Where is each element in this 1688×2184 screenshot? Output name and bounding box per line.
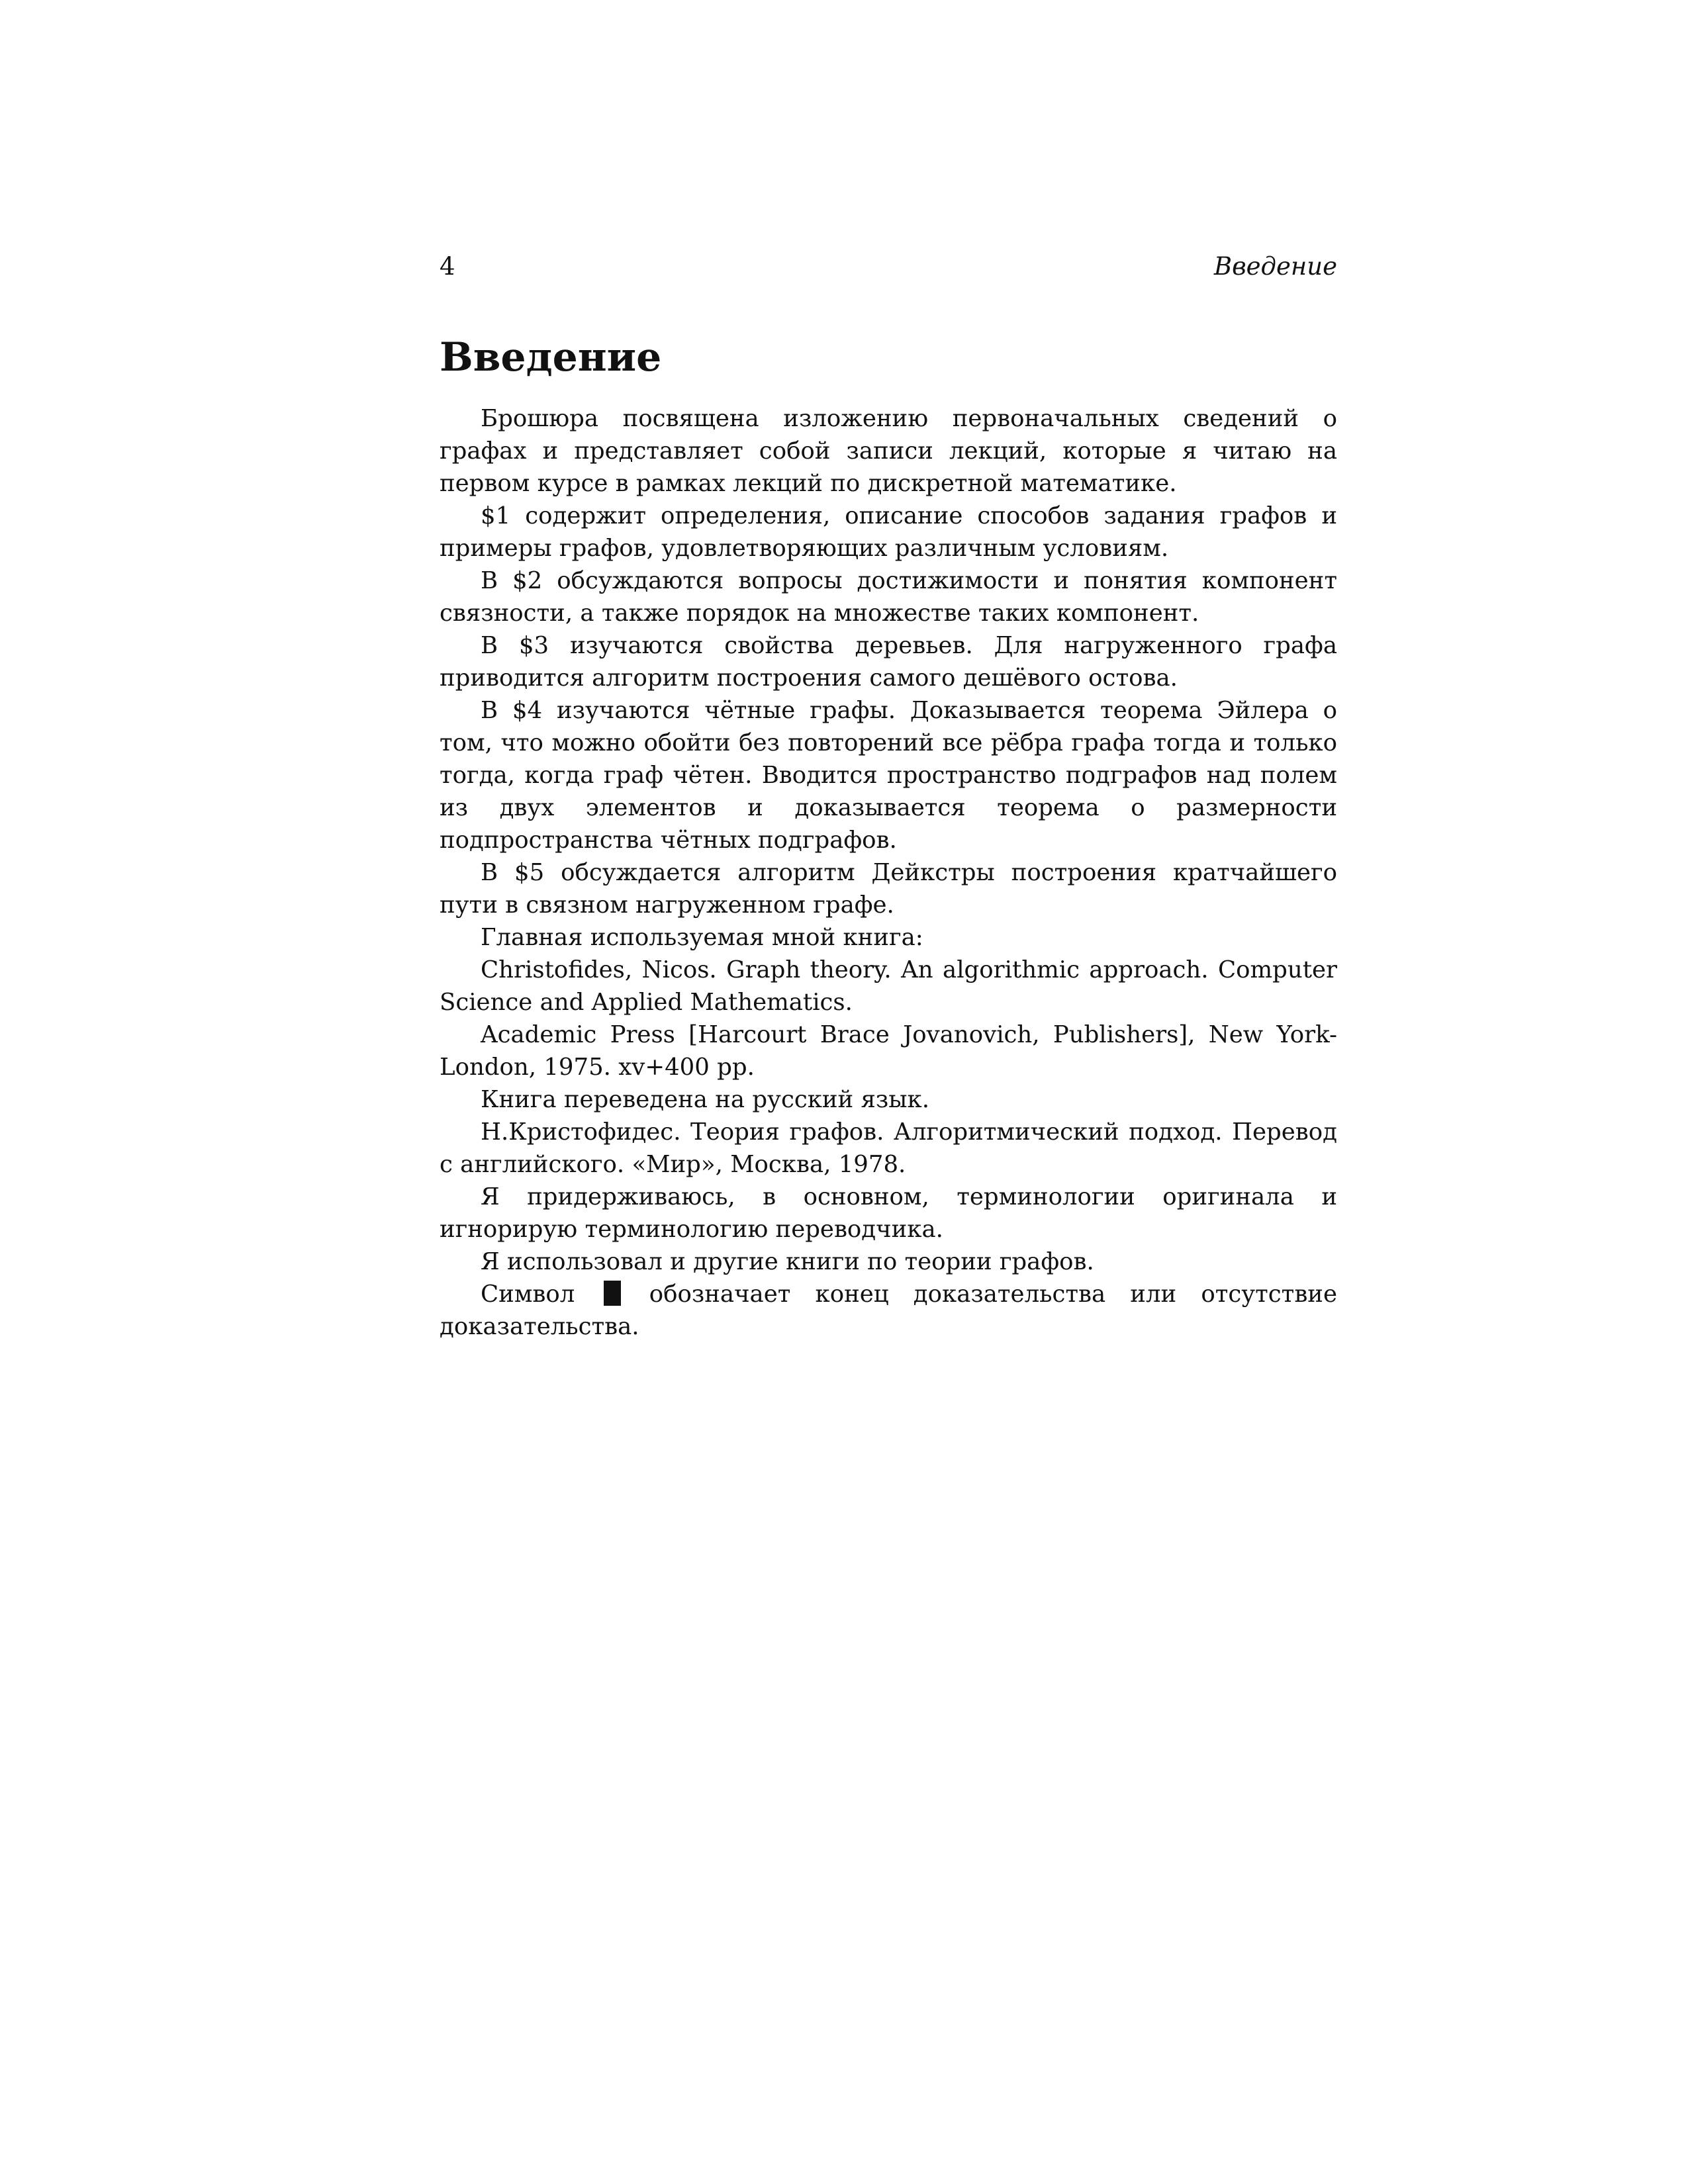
- section-body: [440, 402, 1337, 1343]
- paragraph-reference-title: Christofides, Nicos. Graph theory. An algorithmic approach. Computer Science and Applied Mathematics.: [440, 956, 1337, 1016]
- paragraph-terminology: Я придерживаюсь, в основном, терминологии оригинала и игнорирую терминологию переводчика.: [440, 1183, 1337, 1243]
- paragraph-main-book: Главная используемая мной книга:: [481, 924, 923, 951]
- running-title: Введение: [1213, 252, 1337, 281]
- paragraph-section-2: В $2 обсуждаются вопросы достижимости и понятия компонент связности, а также порядок на множестве таких компонент.: [440, 567, 1337, 627]
- qed-text-before: Символ: [481, 1281, 575, 1308]
- qed-text-after: обозначает конец доказательства или отсутствие доказательства.: [440, 1281, 1337, 1340]
- paragraph-reference-publisher: Academic Press [Harcourt Brace Jovanovich, Publishers], New York-London, 1975. xv+400 pp.: [440, 1021, 1337, 1081]
- paragraph-translation-note: Книга переведена на русский язык.: [481, 1086, 929, 1113]
- section-title: Введение: [440, 334, 662, 381]
- paragraph-section-4: В $4 изучаются чётные графы. Доказывается теорема Эйлера о том, что можно обойти без повторений все рёбра графа тогда и только тогда, когда граф чётен. Вводится пространство подграфов над полем из двух элементов и доказывается теорема о размерности подпространства чётных подграфов.: [440, 697, 1337, 854]
- paragraph-other-books: Я использовал и другие книги по теории графов.: [481, 1248, 1094, 1275]
- qed-square-icon: [604, 1281, 621, 1306]
- page-number: 4: [440, 252, 455, 281]
- paragraph-section-5: В $5 обсуждается алгоритм Дейкстры построения кратчайшего пути в связном нагруженном графе.: [440, 859, 1337, 919]
- paragraph-translation-reference: Н.Кристофидес. Теория графов. Алгоритмический подход. Перевод с английского. «Мир», Москва, 1978.: [440, 1118, 1337, 1178]
- running-head: [440, 247, 1337, 287]
- paragraph-qed-symbol: [440, 1278, 1337, 1343]
- paragraph-section-3: В $3 изучаются свойства деревьев. Для нагруженного графа приводится алгоритм построения самого дешёвого остова.: [440, 632, 1337, 692]
- paragraph-section-1: $1 содержит определения, описание способов задания графов и примеры графов, удовлетворяющих различным условиям.: [440, 502, 1337, 562]
- paragraph-intro: Брошюра посвящена изложению первоначальных сведений о графах и представляет собой записи лекций, которые я читаю на первом курсе в рамках лекций по дискретной математике.: [440, 405, 1337, 497]
- document-page: [440, 0, 1337, 2184]
